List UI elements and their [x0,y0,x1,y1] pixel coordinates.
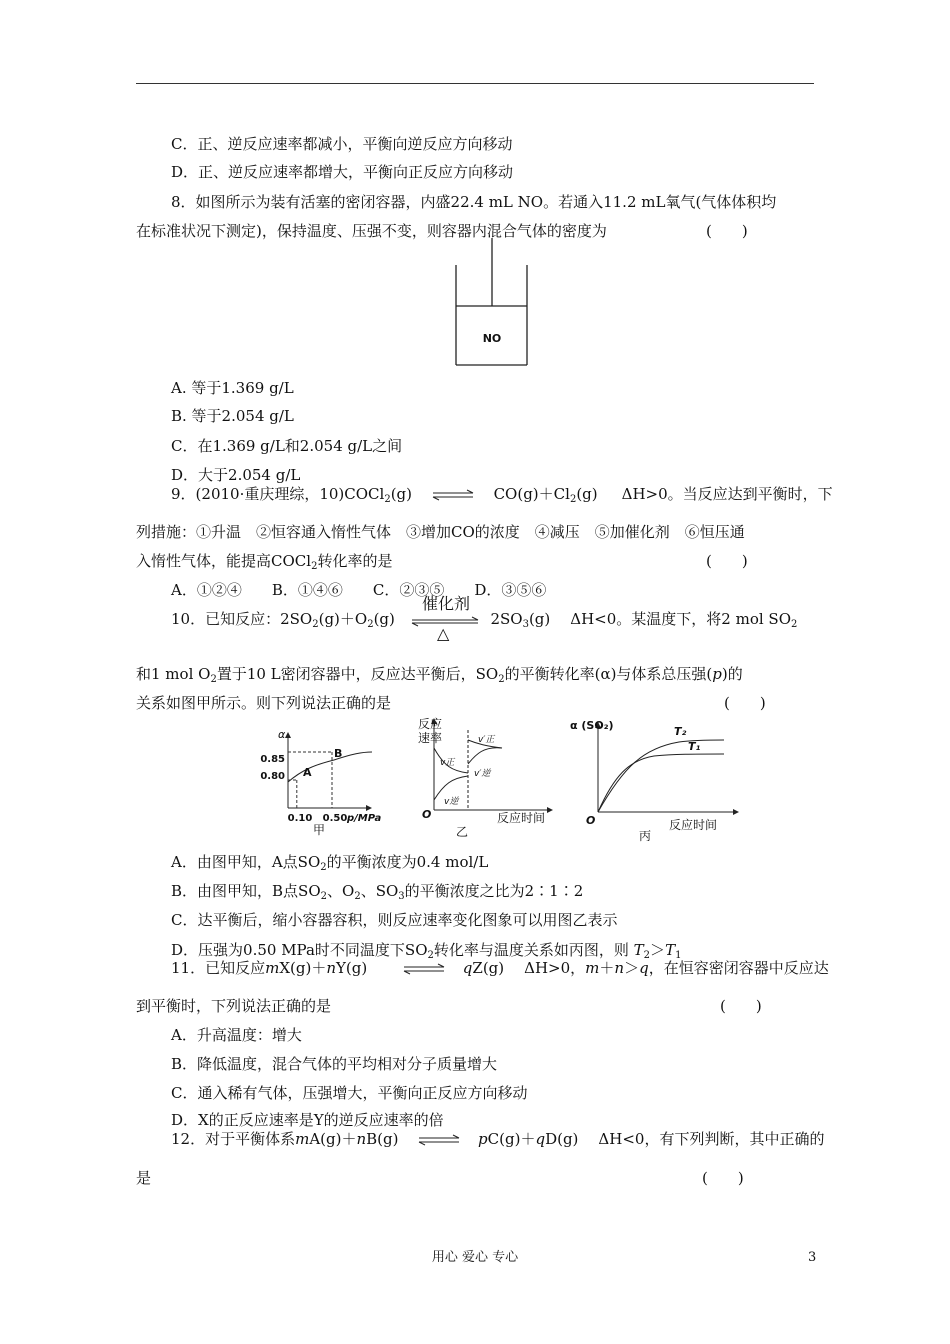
q9-stem-line1: 9．(2010·重庆理综，10)COCl$_2$(g) $CO(g)+Cl_2(g)$ ΔH>0。当反应达到平衡时，下 [171,485,833,505]
jia-xtick-0: 0.10 [287,813,313,824]
jia-ytick-1: 0.80 [260,771,285,782]
q8-answer-paren: ( ) [706,222,748,240]
q9-stem-line3: 入惰性气体，能提高COCl$_2$转化率的是 [136,552,393,572]
yi-ylabel-1: 反应 [418,717,443,731]
jia-point-a: A [303,766,312,779]
bing-xlabel: 反应时间 [669,818,718,832]
bing-ylabel: α (SO₂) [570,719,614,732]
q8-option-c: C．在1.369 g/L和2.054 g/L之间 [171,437,403,455]
q8-option-b: B. 等于2.054 g/L [171,407,294,425]
q11-option-a: A．升高温度：增大 [171,1026,302,1044]
yi-origin: O [422,808,432,821]
q10-option-d: D．压强为0.50 MPa时不同温度下$SO_2$转化率与温度关系如丙图，则 $T_2>T_1$ [171,941,682,961]
q10-option-b: B．由图甲知，B点$SO_2$、$O_2$、$SO_3$的平衡浓度之比为2∶1∶2 [171,882,584,902]
option-d-prev: D．正、逆反应速率都增大，平衡向正反应方向移动 [171,163,514,181]
q10-stem-line3: 关系如图甲所示。则下列说法正确的是 [136,694,392,712]
q9-choices: A．①②④ B．①④⑥ C．②③⑤ D．③⑤⑥ [171,581,547,599]
yi-title: 乙 [456,825,469,839]
yi-series-v-reverse: v逆 [444,797,459,807]
piston-container-figure [450,238,534,368]
q11-stem-line2: 到平衡时，下列说法正确的是 [136,997,332,1015]
q11-option-c: C．通入稀有气体，压强增大，平衡向正反应方向移动 [171,1084,528,1102]
bing-origin: O [586,814,596,827]
jia-xtick-1: 0.50 [322,813,348,824]
q8-option-d: D．大于2.054 g/L [171,466,301,484]
q11-answer-paren: ( ) [720,997,762,1015]
yi-series-vprime-reverse: v′逆 [474,769,491,779]
q8-stem-line1: 8．如图所示为装有活塞的密闭容器，内盛22.4 mL NO。若通入11.2 mL氧气(气体体积均 [171,193,777,211]
chart-jia [252,724,392,830]
q8-option-a: A. 等于1.369 g/L [171,379,294,397]
bing-title: 丙 [639,829,652,843]
yi-xlabel: 反应时间 [497,811,546,825]
q10-option-a: A．由图甲知，A点$SO_2$的平衡浓度为0.4 mol/L [171,853,489,873]
q10-stem-line1: 10．已知反应：$2SO_2(g)+O_2(g)$ $2SO_3(g)$ ΔH<0。某温度下，将2 mol $SO_2$ [171,610,798,630]
q8-stem-line2: 在标准状况下测定)，保持温度、压强不变，则容器内混合气体的密度为 [136,222,607,240]
page-footer: 用心 爱心 专心 [431,1250,519,1265]
q9-answer-paren: ( ) [706,552,748,570]
q9-stem-line2: 列措施：①升温 ②恒容通入惰性气体 ③增加CO的浓度 ④减压 ⑤加催化剂 ⑥恒压通 [136,523,745,541]
equilibrium-arrow-icon [417,1130,461,1150]
q10-stem-line2: 和1 mol $O_2$置于10 L密闭容器中，反应达平衡后，$SO_2$的平衡转化率(α)与体系总压强(p)的 [136,665,743,685]
chart-bing [570,716,754,834]
q11-stem-line1: 11．已知反应mX(g)＋nY(g) qZ(g) ΔH>0，m＋n＞q，在恒容密闭容器中反应达 [171,959,829,977]
option-c-prev: C．正、逆反应速率都减小，平衡向逆反应方向移动 [171,135,513,153]
header-rule [136,83,814,84]
figure-label-no: NO [482,332,502,345]
q10-heat-symbol: △ [437,624,450,643]
jia-title: 甲 [313,823,326,837]
yi-ylabel-2: 速率 [418,731,443,745]
equilibrium-arrow-icon [402,959,446,979]
equilibrium-arrow-icon [431,485,475,505]
q10-option-c: C．达平衡后，缩小容器容积，则反应速率变化图象可以用图乙表示 [171,911,618,929]
jia-point-b: B [334,747,343,760]
q12-answer-paren: ( ) [702,1169,744,1187]
jia-xlabel: p/MPa [347,813,382,824]
jia-ytick-0: 0.85 [260,754,285,765]
q10-answer-paren: ( ) [724,694,766,712]
bing-series-t2: T₂ [674,725,687,738]
bing-series-t1: T₁ [688,740,701,753]
q11-option-d: D．X的正反应速率是Y的逆反应速率的倍 [171,1111,444,1129]
yi-series-vprime-forward: v′正 [478,735,495,745]
yi-series-v-forward: v正 [440,758,455,768]
q10-catalyst-label: 催化剂 [422,594,471,613]
q11-option-b: B．降低温度，混合气体的平均相对分子质量增大 [171,1055,498,1073]
q12-stem-line2: 是 [136,1169,152,1187]
q12-stem-line1: 12．对于平衡体系mA(g)＋nB(g) pC(g)＋qD(g) ΔH<0，有下列判断，其中正确的 [171,1130,825,1148]
jia-ylabel: α [278,728,286,741]
page-number: 3 [808,1250,817,1265]
